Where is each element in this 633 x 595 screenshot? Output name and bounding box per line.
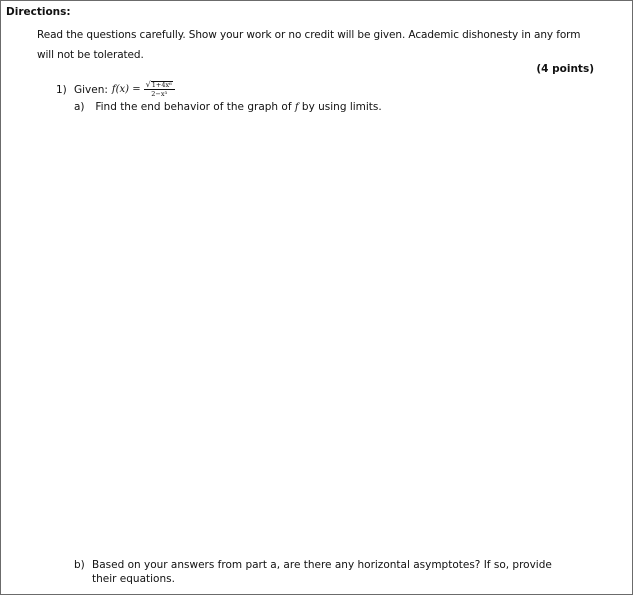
function-definition (112, 81, 175, 98)
function-fraction (144, 81, 175, 98)
points-label: (4 points) (536, 63, 594, 75)
sqrt-radicand: 1+4x⁶ (151, 81, 172, 89)
part-a-text-after: by using limits. (298, 101, 382, 113)
function-lhs: f(x) = (111, 84, 141, 95)
part-a-label: a) (74, 101, 85, 113)
given-label: Given: (74, 83, 108, 96)
part-a-function-var: f (294, 102, 299, 113)
fraction-denominator: 2−x³ (151, 90, 168, 98)
question-1-part-a (74, 101, 382, 113)
part-b-label: b) (74, 559, 85, 571)
question-1 (56, 81, 175, 98)
question-number: 1) (56, 83, 67, 96)
fraction-numerator (144, 81, 175, 90)
part-b-text: Based on your answers from part a, are there any horizontal asymptotes? If so, provide their equations. (92, 559, 552, 585)
sqrt-sign: √ (145, 80, 151, 89)
directions-heading: Directions: (6, 6, 71, 18)
part-a-text-before: Find the end behavior of the graph of (95, 101, 295, 113)
question-1-part-b (74, 558, 562, 586)
directions-text: Read the questions carefully. Show your work or no credit will be given. Academic dishonesty in any form will not be tolerated. (37, 29, 581, 61)
